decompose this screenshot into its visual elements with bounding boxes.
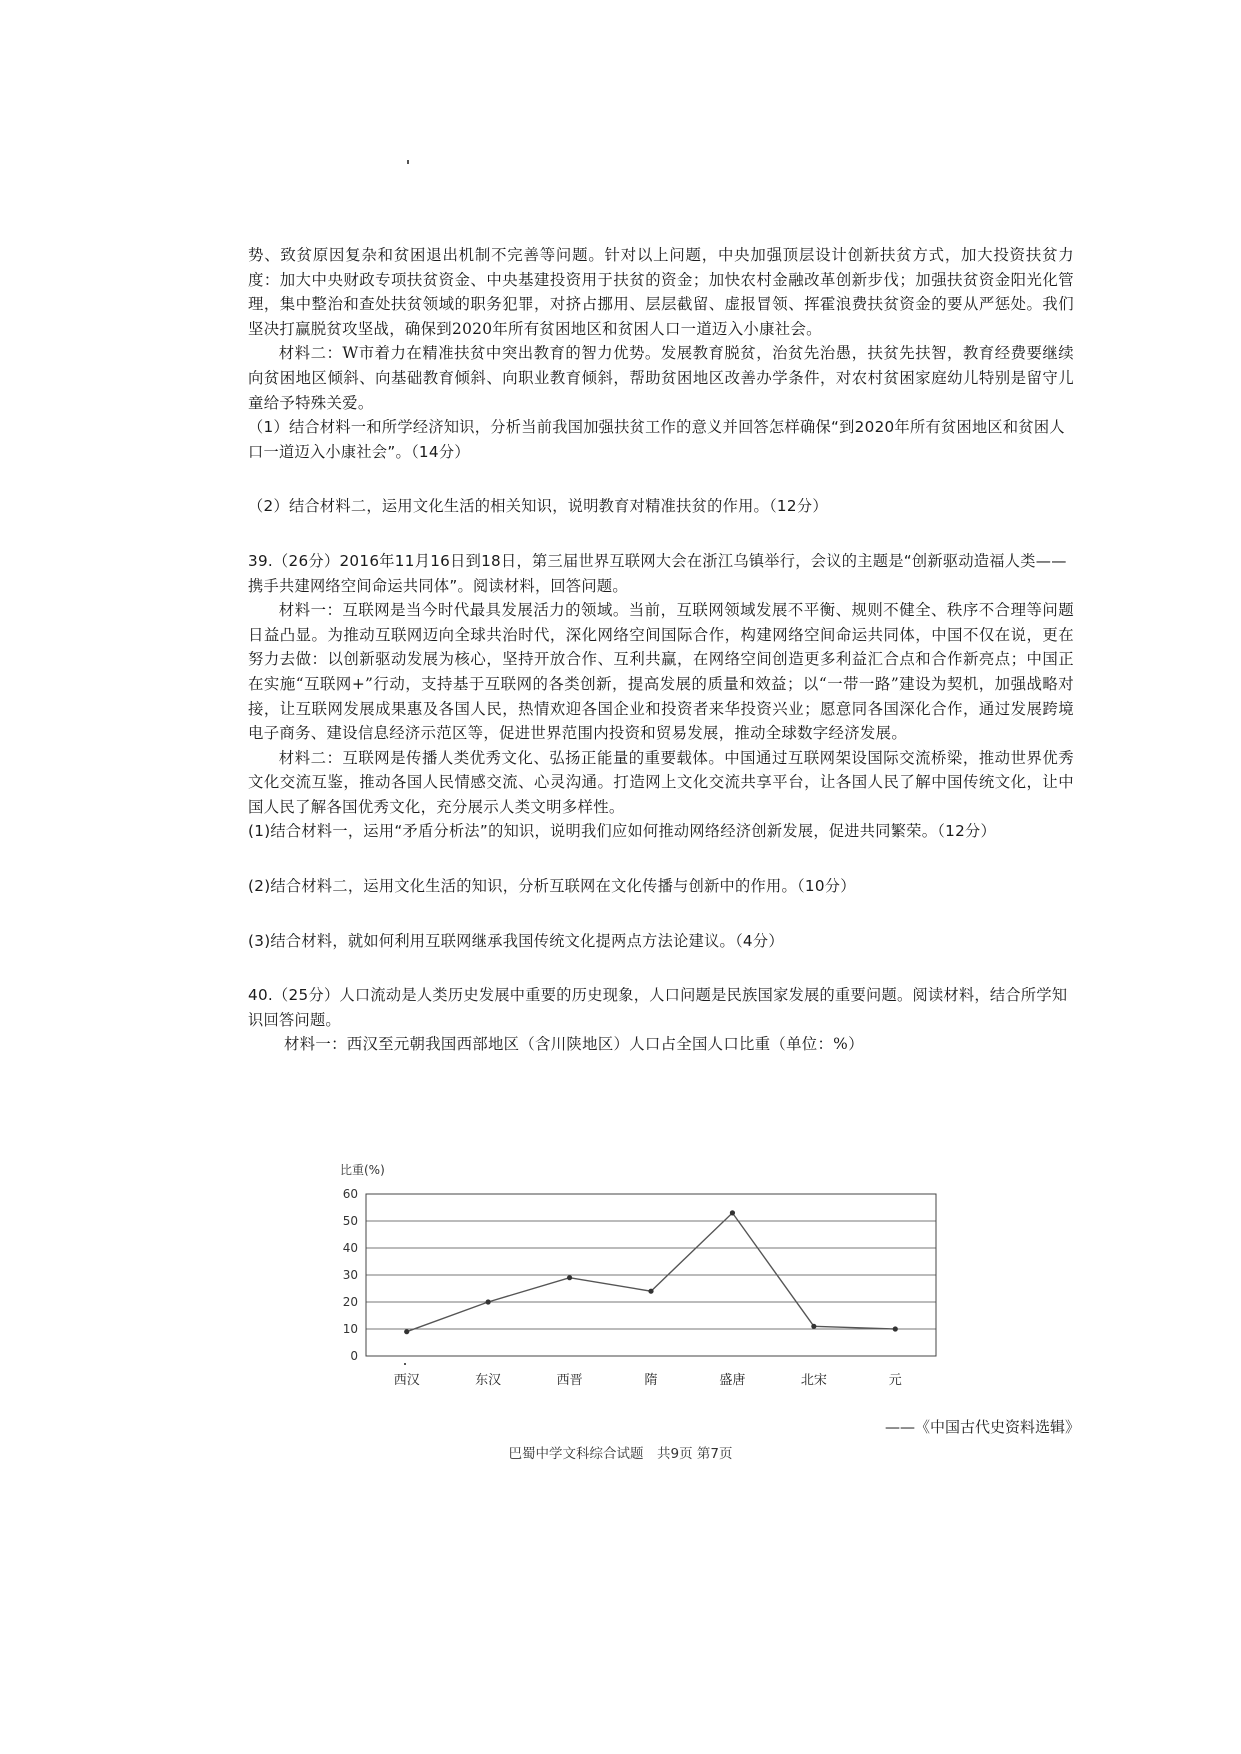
question-40: 40.（25分）人口流动是人类历史发展中重要的历史现象，人口问题是民族国家发展的重要问题。阅读材料，结合所学知识回答问题。 [248,986,1068,1029]
question-39: 39.（26分）2016年11月16日到18日，第三届世界互联网大会在浙江乌镇举行，会议的主题是“创新驱动造福人类——携手共建网络空间命运共同体”。阅读材料，回答问题。 [248,551,1067,595]
data-point [893,1326,898,1331]
y-tick-labels [343,1187,358,1363]
chart-grid [366,1221,936,1329]
y-tick-label: 10 [342,1322,358,1336]
data-point [404,1329,409,1334]
question-39-3: (3)结合材料，就如何利用互联网继承我国传统文化提两点方法论建议。（4分） [248,931,784,950]
question-39-1: (1)结合材料一，运用“矛盾分析法”的知识，说明我们应如何推动网络经济创新发展，促进共同繁荣。（12分） [248,822,997,841]
x-category-label: 元 [888,1373,902,1388]
x-category-label: 西汉 [393,1373,420,1388]
data-point [486,1299,491,1304]
data-points [404,1210,898,1334]
x-category-label: 盛唐 [719,1373,746,1388]
question-39-2: (2)结合材料二，运用文化生活的知识，分析互联网在文化传播与创新中的作用。（10分） [248,877,856,896]
y-tick-label: 20 [342,1295,358,1309]
y-tick-label: 40 [342,1241,358,1255]
chart-caption: 材料一：西汉至元朝我国西部地区（含川陕地区）人口占全国人口比重（单位：%） [284,1035,864,1054]
material-39-one: 材料一：互联网是当今时代最具发展活力的领域。当前，互联网领域发展不平衡、规则不健全、秩序不合理等问题日益凸显。为推动互联网迈向全球共治时代，深化网络空间国际合作，构建网络空间命运共同体，中国不仅在说，更在努力去做：以创新驱动发展为核心，坚持开放合作、互利共赢，在网络空间创造更多利益汇合点和合作新亮点；中国正在实施“互联网+”行动，支持基于互联网的各类创新，提高发展的质量和效益；以“一带一路”建设为契机，加强战略对接，让互联网发展成果惠及各国人民，热情欢迎各国企业和投资者来华投资兴业；愿意同各国深化合作，通过发展跨境电子商务、建设信息经济示范区等，促进世界范围内投资和贸易发展，推动全球数字经济发展。 [248,601,1074,743]
y-tick-label: 60 [342,1187,358,1201]
source-citation: ——《中国古代史资料选辑》 [884,1418,1080,1436]
question-38-1: （1）结合材料一和所学经济知识，分析当前我国加强扶贫工作的意义并回答怎样确保“到2020年所有贫困地区和贫困人口一道迈入小康社会”。（14分） [248,418,1065,461]
exam-text [248,243,1074,1057]
x-category-label: 隋 [644,1373,658,1388]
y-tick-label: 50 [342,1214,358,1228]
chart-svg [330,1163,1050,1416]
y-tick-label: 0 [350,1349,358,1363]
x-category-labels [394,1372,902,1388]
y-axis-label: 比重(%) [340,1163,385,1177]
material-one-continued: 势、致贫原因复杂和贫困退出机制不完善等问题。针对以上问题，中央加强顶层设计创新扶贫方式，加大投资扶贫力度：加大中央财政专项扶贫资金、中央基建投资用于扶贫的资金；加快农村金融改革创新步伐；加强扶贫资金阳光化管理，集中整治和查处扶贫领域的职务犯罪，对挤占挪用、层层截留、虚报冒领、挥霍浪费扶贫资金的要从严惩处。我们坚决打赢脱贫攻坚战，确保到2020年所有贫困地区和贫困人口一道迈入小康社会。 [248,246,1074,338]
series-line [407,1213,896,1332]
page-footer: 巴蜀中学文科综合试题 共9页 第7页 [508,1446,733,1462]
y-tick-label: 30 [342,1268,358,1282]
material-39-two: 材料二：互联网是传播人类优秀文化、弘扬正能量的重要载体。中国通过互联网架设国际交流桥梁，推动世界优秀文化交流互鉴，推动各国人民情感交流、心灵沟通。打造网上文化交流共享平台，让各国人民了解中国传统文化，让中国人民了解各国优秀文化，充分展示人类文明多样性。 [248,748,1074,816]
data-point [811,1324,816,1329]
data-point [730,1210,735,1215]
data-point [567,1275,572,1280]
question-38-2: （2）结合材料二，运用文化生活的相关知识，说明教育对精准扶贫的作用。（12分） [248,497,828,516]
data-point [648,1289,653,1294]
x-category-label: 北宋 [800,1373,827,1388]
population-share-chart [330,1163,1050,1416]
material-two: 材料二：W市着力在精准扶贫中突出教育的智力优势。发展教育脱贫，治贫先治愚，扶贫先扶智，教育经费要继续向贫困地区倾斜、向基础教育倾斜、向职业教育倾斜，帮助贫困地区改善办学条件，对农村贫困家庭幼儿特别是留守儿童给予特殊关爱。 [248,344,1074,412]
x-category-label: 西晋 [556,1373,583,1388]
scan-speck [407,160,409,164]
x-category-label: 东汉 [475,1373,502,1388]
